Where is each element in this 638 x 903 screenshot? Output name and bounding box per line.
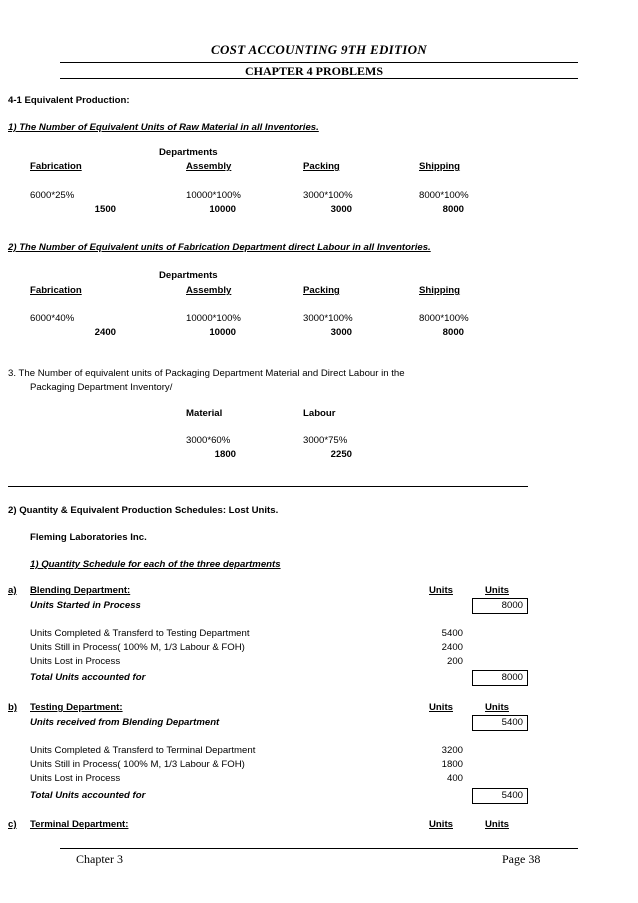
header-rule-bottom: [60, 78, 578, 79]
part1-col-assembly: Assembly: [186, 161, 232, 172]
footer-chapter: Chapter 3: [76, 852, 123, 866]
part3-result-labour: 2250: [330, 449, 352, 460]
part2-heading: 2) The Number of Equivalent units of Fabrication Department direct Labour in all Inventories.: [8, 242, 431, 253]
part2-col-assembly: Assembly: [186, 285, 232, 296]
part2-result-assembly: 10000: [209, 327, 236, 338]
section-a-letter: a): [8, 585, 17, 596]
company-name: Fleming Laboratories Inc.: [30, 532, 147, 543]
section-a-started-label: Units Started in Process: [30, 600, 141, 611]
part3-formula-labour: 3000*75%: [303, 435, 348, 446]
quantity-schedule-subheading: 1) Quantity Schedule for each of the three departments: [30, 559, 281, 570]
section-b-line-value: 1800: [441, 759, 463, 770]
section-a-line-value: 2400: [441, 642, 463, 653]
part3-formula-material: 3000*60%: [186, 435, 231, 446]
part3-heading-line2: Packaging Department Inventory/: [30, 382, 173, 393]
section-b-started-value: 5400: [501, 717, 523, 728]
section-b-line-label: Units Lost in Process: [30, 773, 121, 784]
section-c-letter: c): [8, 819, 17, 830]
problem-4-1-title: 4-1 Equivalent Production:: [8, 95, 130, 106]
footer-rule: [60, 848, 578, 849]
section-a-line-label: Units Completed & Transferd to Testing Department: [30, 628, 250, 639]
part1-result-packing: 3000: [330, 204, 352, 215]
section-a-started-box: [472, 598, 528, 614]
section-a-total-value: 8000: [501, 672, 523, 683]
part1-col-packing: Packing: [303, 161, 340, 172]
section-b-total-label: Total Units accounted for: [30, 790, 146, 801]
part2-formula-packing: 3000*100%: [303, 313, 353, 324]
section-a-started-value: 8000: [501, 600, 523, 611]
part1-formula-fabrication: 6000*25%: [30, 190, 75, 201]
section-a-name: Blending Department:: [30, 585, 131, 596]
section-a-col1: Units: [429, 585, 453, 596]
part3-result-material: 1800: [214, 449, 236, 460]
footer-page: Page 38: [502, 852, 541, 866]
section-b-col1: Units: [429, 702, 453, 713]
part1-formula-shipping: 8000*100%: [419, 190, 469, 201]
part1-group-label: Departments: [159, 147, 218, 158]
part2-formula-assembly: 10000*100%: [186, 313, 241, 324]
section-a-line-label: Units Still in Process( 100% M, 1/3 Labour & FOH): [30, 642, 245, 653]
problem-2-title: 2) Quantity & Equivalent Production Schedules: Lost Units.: [8, 505, 279, 516]
section-b-name: Testing Department:: [30, 702, 123, 713]
section-c-col2: Units: [485, 819, 509, 830]
part1-formula-assembly: 10000*100%: [186, 190, 241, 201]
section-a-line-value: 5400: [441, 628, 463, 639]
part3-heading-line1: 3. The Number of equivalent units of Packaging Department Material and Direct Labour in the: [8, 368, 405, 379]
part2-col-shipping: Shipping: [419, 285, 461, 296]
section-b-line-value: 400: [446, 773, 463, 784]
part3-col-labour: Labour: [303, 408, 336, 419]
section-a-total-label: Total Units accounted for: [30, 672, 146, 683]
header-rule-top: [60, 62, 578, 63]
section-a-line-label: Units Lost in Process: [30, 656, 121, 667]
section-b-line-value: 3200: [441, 745, 463, 756]
section-b-col2: Units: [485, 702, 509, 713]
part1-col-fabrication: Fabrication: [30, 161, 82, 172]
part2-group-label: Departments: [159, 270, 218, 281]
section-a-col2: Units: [485, 585, 509, 596]
part2-formula-fabrication: 6000*40%: [30, 313, 75, 324]
part2-result-fabrication: 2400: [94, 327, 116, 338]
section-a-line-value: 200: [446, 656, 463, 667]
section-b-started-box: [472, 715, 528, 731]
section-c-name: Terminal Department:: [30, 819, 129, 830]
part1-formula-packing: 3000*100%: [303, 190, 353, 201]
section-b-line-label: Units Completed & Transferd to Terminal Department: [30, 745, 256, 756]
section-b-letter: b): [8, 702, 18, 713]
part1-col-shipping: Shipping: [419, 161, 461, 172]
part2-result-packing: 3000: [330, 327, 352, 338]
section-a-total-box: [472, 670, 528, 686]
part2-result-shipping: 8000: [442, 327, 464, 338]
section-b-total-box: [472, 788, 528, 804]
section-b-total-value: 5400: [501, 790, 523, 801]
part1-result-shipping: 8000: [442, 204, 464, 215]
section-b-started-label: Units received from Blending Department: [30, 717, 220, 728]
part2-formula-shipping: 8000*100%: [419, 313, 469, 324]
section-divider: [8, 486, 528, 487]
section-c-col1: Units: [429, 819, 453, 830]
section-b-line-label: Units Still in Process( 100% M, 1/3 Labour & FOH): [30, 759, 245, 770]
part1-heading: 1) The Number of Equivalent Units of Raw Material in all Inventories.: [8, 122, 319, 133]
chapter-title: CHAPTER 4 PROBLEMS: [245, 64, 384, 78]
part2-col-fabrication: Fabrication: [30, 285, 82, 296]
part1-result-fabrication: 1500: [94, 204, 116, 215]
book-title: COST ACCOUNTING 9TH EDITION: [211, 42, 427, 57]
part3-col-material: Material: [186, 408, 223, 419]
part2-col-packing: Packing: [303, 285, 340, 296]
part1-result-assembly: 10000: [209, 204, 236, 215]
